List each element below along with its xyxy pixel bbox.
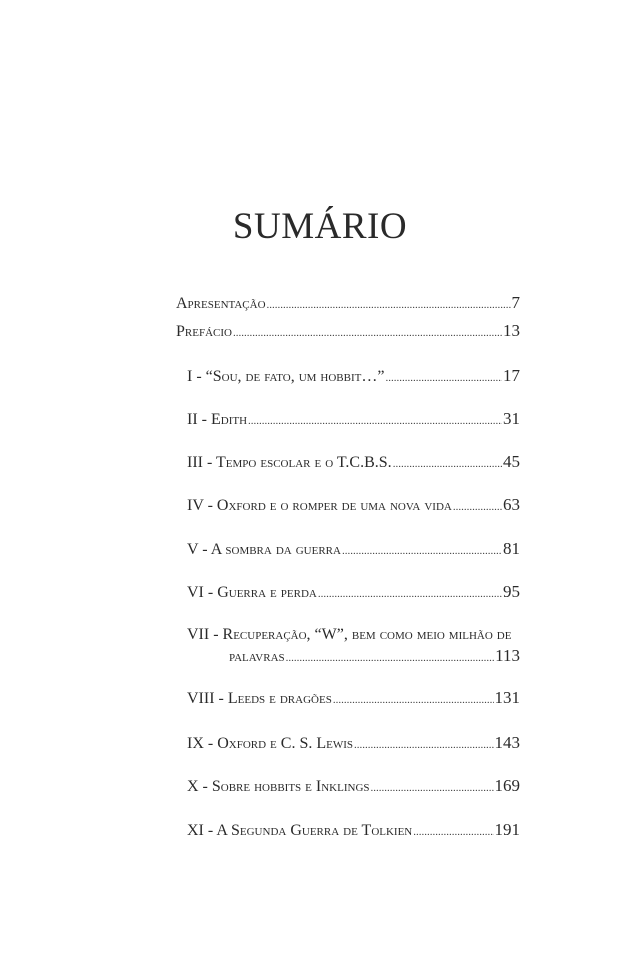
dot-leader: [233, 323, 502, 343]
dot-leader: [286, 648, 494, 668]
toc-entry-label: Prefácio: [176, 323, 232, 340]
toc-entry-apresentacao[interactable]: [176, 293, 520, 315]
toc-entry-chapter-8[interactable]: [187, 688, 520, 710]
toc-entry-label: VIII - Leeds e dragões: [187, 690, 332, 707]
toc-entry-label: Apresentação: [176, 295, 266, 312]
toc-entry-label: XI - A Segunda Guerra de Tolkien: [187, 822, 413, 839]
page-title: SUMÁRIO: [232, 206, 408, 247]
toc-entry-page: 95: [503, 582, 520, 601]
dot-leader: [453, 497, 502, 517]
dot-leader: [267, 295, 511, 315]
toc-entry-page: 31: [503, 409, 520, 428]
toc-entry-chapter-10[interactable]: [187, 776, 520, 798]
toc-entry-label: VI - Guerra e perda: [187, 584, 317, 601]
toc-entry-page: 45: [503, 452, 520, 471]
toc-entry-label: X - Sobre hobbits e Inklings: [187, 778, 370, 795]
dot-leader: [333, 690, 494, 710]
dot-leader: [248, 411, 502, 431]
toc-entry-page: 131: [494, 688, 520, 707]
toc-entry-chapter-1[interactable]: [187, 366, 520, 388]
toc-entry-chapter-5[interactable]: [187, 539, 520, 561]
toc-entry-label: V - A sombra da guerra: [187, 541, 341, 558]
dot-leader: [393, 454, 502, 474]
toc-entry-chapter-6[interactable]: [187, 582, 520, 604]
toc-entry-chapter-4[interactable]: [187, 495, 520, 517]
toc-entry-page: 7: [511, 293, 520, 312]
toc-entry-label: III - Tempo escolar e o T.C.B.S.: [187, 454, 392, 471]
dot-leader: [318, 584, 502, 604]
toc-entry-label: I - “Sou, de fato, um hobbit…”: [187, 368, 385, 385]
toc-entry-page: 169: [494, 776, 520, 795]
toc-entry-chapter-2[interactable]: [187, 409, 520, 431]
dot-leader: [385, 368, 502, 388]
toc-entry-page: 17: [503, 366, 520, 385]
toc-entry-chapter-7[interactable]: [229, 646, 520, 668]
toc-entry-chapter-3[interactable]: [187, 452, 520, 474]
toc-entry-page: 81: [503, 539, 520, 558]
toc-entry-label: IX - Oxford e C. S. Lewis: [187, 735, 353, 752]
dot-leader: [371, 778, 494, 798]
dot-leader: [413, 822, 493, 842]
toc-entry-page: 63: [503, 495, 520, 514]
toc-entry-page: 191: [494, 820, 520, 839]
toc-entry-prefacio[interactable]: [176, 321, 520, 343]
toc-entry-chapter-11[interactable]: [187, 820, 520, 842]
dot-leader: [354, 735, 494, 755]
toc-entry-label: IV - Oxford e o romper de uma nova vida: [187, 497, 452, 514]
toc-entry-label-continuation: palavras: [229, 648, 285, 665]
toc-entry-label: II - Edith: [187, 411, 248, 428]
toc-entry-page: 13: [503, 321, 520, 340]
toc-entry-chapter-7-first-line[interactable]: VII - Recuperação, “W”, bem como meio milhão de: [187, 626, 512, 643]
toc-entry-page: 143: [494, 733, 520, 752]
dot-leader: [342, 541, 502, 561]
toc-entry-chapter-9[interactable]: [187, 733, 520, 755]
toc-entry-page: 113: [495, 646, 520, 665]
